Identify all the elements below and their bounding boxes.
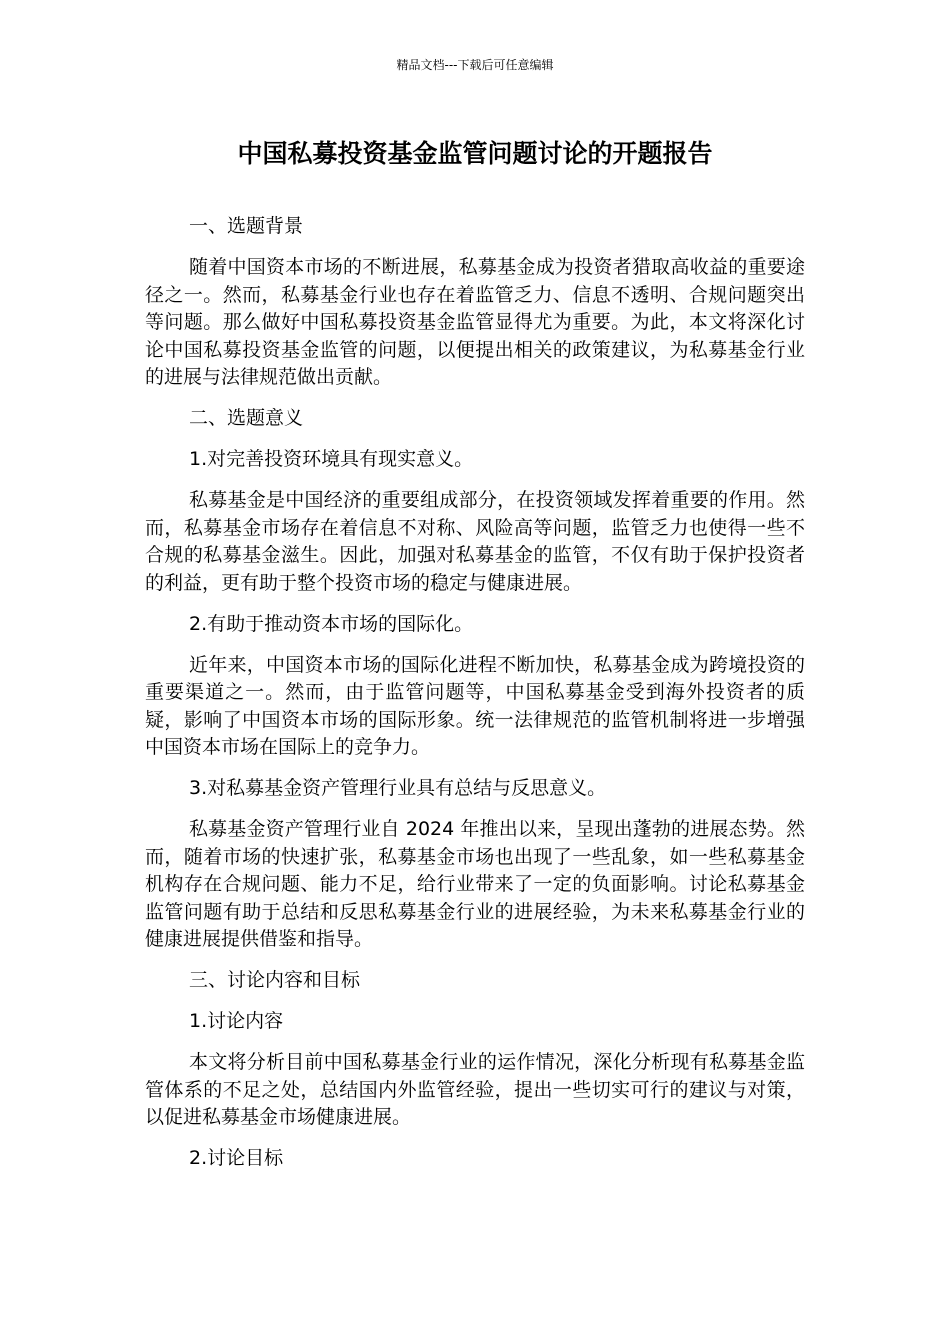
paragraph-reflection: 私募基金资产管理行业自 2024 年推出以来，呈现出蓬勃的进展态势。然而，随着市场的快速扩张，私募基金市场也出现了一些乱象，如一些私募基金机构存在合规问题、能力不足，给行业带来了一定的负面影响。讨论私募基金监管问题有助于总结和反思私募基金行业的进展经验，为未来私募基金行业的健康进展提供借鉴和指导。 [145, 818, 805, 950]
paragraph-background: 随着中国资本市场的不断进展，私募基金成为投资者猎取高收益的重要途径之一。然而，私募基金行业也存在着监管乏力、信息不透明、合规问题突出等问题。那么做好中国私募投资基金监管显得尤为重要。为此，本文将深化讨论中国私募投资基金监管的问题，以便提出相关的政策建议，为私募基金行业的进展与法律规范做出贡献。 [145, 256, 805, 388]
subheading-reflection: 3.对私募基金资产管理行业具有总结与反思意义。 [189, 777, 607, 799]
paragraph-research-content: 本文将分析目前中国私募基金行业的运作情况，深化分析现有私募基金监管体系的不足之处，总结国内外监管经验，提出一些切实可行的建议与对策，以促进私募基金市场健康进展。 [145, 1051, 805, 1128]
document-title: 中国私募投资基金监管问题讨论的开题报告 [237, 139, 713, 168]
section-heading-background: 一、选题背景 [189, 215, 304, 237]
subheading-investment-environment: 1.对完善投资环境具有现实意义。 [189, 448, 474, 470]
subheading-research-content: 1.讨论内容 [189, 1010, 284, 1032]
subheading-internationalization: 2.有助于推动资本市场的国际化。 [189, 612, 474, 635]
section-heading-research: 三、讨论内容和目标 [189, 969, 361, 991]
paragraph-investment-environment: 私募基金是中国经济的重要组成部分，在投资领域发挥着重要的作用。然而，私募基金市场存在着信息不对称、风险高等问题，监管乏力也使得一些不合规的私募基金滋生。因此，加强对私募基金的监管，不仅有助于保护投资者的利益，更有助于整个投资市场的稳定与健康进展。 [145, 489, 805, 594]
document-body [145, 213, 805, 1186]
paragraph-internationalization: 近年来，中国资本市场的国际化进程不断加快，私募基金成为跨境投资的重要渠道之一。然而，由于监管问题等，中国私募基金受到海外投资者的质疑，影响了中国资本市场的国际形象。统一法律规范的监管机制将进一步增强中国资本市场在国际上的竞争力。 [145, 653, 805, 758]
section-heading-significance: 二、选题意义 [189, 407, 304, 429]
header-note: 精品文档---下载后可任意编辑 [396, 58, 554, 72]
subheading-research-goal: 2.讨论目标 [189, 1147, 284, 1169]
